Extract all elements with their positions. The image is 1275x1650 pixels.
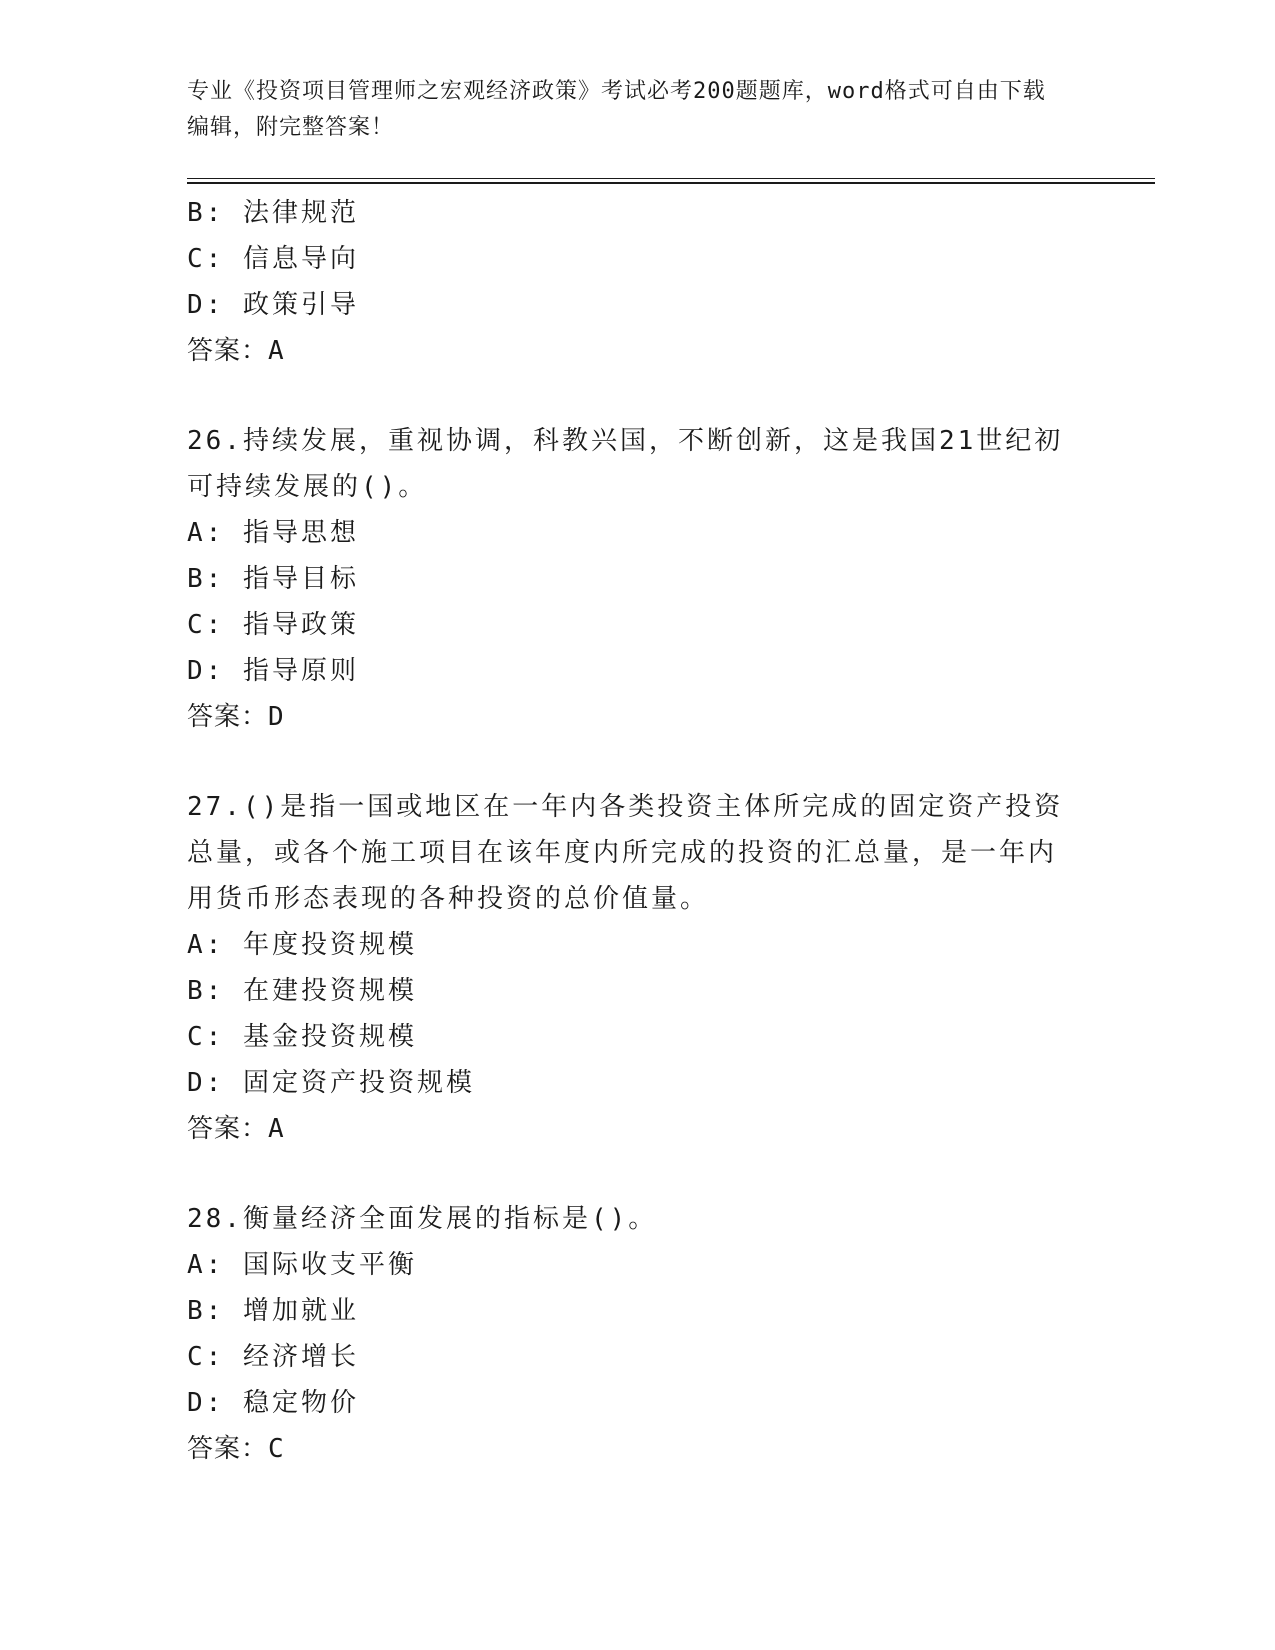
header-rule-thick: [187, 182, 1155, 184]
question-text: 衡量经济全面发展的指标是()。: [242, 1204, 658, 1234]
answer-line: [187, 328, 1087, 374]
option-b: [187, 968, 1087, 1014]
answer-value: A: [268, 1114, 285, 1144]
answer-label: 答案：: [187, 702, 269, 732]
answer-label: 答案：: [187, 1434, 269, 1464]
option-text: 信息导向: [242, 244, 359, 274]
answer-label: 答案：: [187, 1114, 269, 1144]
question-list: [187, 190, 1087, 1472]
answer-label: 答案：: [187, 336, 269, 366]
question-text: ()是指一国或地区在一年内各类投资主体所完成的固定资产投资总量，或各个施工项目在该年度内所完成的投资的汇总量，是一年内用货币形态表现的各种投资的总价值量。: [187, 792, 1064, 914]
option-b: [187, 190, 1087, 236]
question-28: [187, 1196, 1087, 1472]
option-label: D:: [187, 1068, 225, 1098]
answer-line: [187, 1106, 1087, 1152]
option-text: 指导政策: [242, 610, 359, 640]
option-text: 指导思想: [242, 518, 359, 548]
option-b: [187, 1288, 1087, 1334]
question-number: 28.: [187, 1204, 243, 1234]
option-label: C:: [187, 244, 225, 274]
answer-value: A: [268, 336, 285, 366]
header-text: 专业《投资项目管理师之宏观经济政策》考试必考200题题库，word格式可自由下载编辑，附完整答案！: [187, 79, 1046, 140]
question-26: [187, 418, 1087, 740]
answer-value: D: [268, 702, 285, 732]
question-text: 持续发展，重视协调，科教兴国，不断创新，这是我国21世纪初可持续发展的()。: [187, 426, 1064, 502]
option-b: [187, 556, 1087, 602]
option-label: A:: [187, 1250, 225, 1280]
option-label: C:: [187, 610, 225, 640]
option-label: C:: [187, 1022, 225, 1052]
option-text: 指导原则: [242, 656, 359, 686]
question-27: [187, 784, 1087, 1152]
option-c: [187, 1334, 1087, 1380]
option-text: 国际收支平衡: [242, 1250, 417, 1280]
option-label: A:: [187, 930, 225, 960]
partial-question: [187, 190, 1087, 374]
option-text: 固定资产投资规模: [242, 1068, 475, 1098]
option-label: B:: [187, 1296, 225, 1326]
option-label: A:: [187, 518, 225, 548]
option-a: [187, 510, 1087, 556]
document-header: [187, 74, 1067, 146]
question-number: 26.: [187, 426, 243, 456]
option-c: [187, 602, 1087, 648]
option-d: [187, 1380, 1087, 1426]
option-text: 基金投资规模: [242, 1022, 417, 1052]
answer-value: C: [268, 1434, 285, 1464]
question-stem: [187, 1196, 1067, 1242]
option-d: [187, 282, 1087, 328]
answer-line: [187, 694, 1087, 740]
option-label: D:: [187, 290, 225, 320]
option-a: [187, 922, 1087, 968]
option-text: 经济增长: [242, 1342, 359, 1372]
option-label: D:: [187, 656, 225, 686]
option-label: C:: [187, 1342, 225, 1372]
option-text: 法律规范: [242, 198, 359, 228]
option-text: 指导目标: [242, 564, 359, 594]
option-c: [187, 236, 1087, 282]
option-d: [187, 1060, 1087, 1106]
option-label: D:: [187, 1388, 225, 1418]
option-text: 稳定物价: [242, 1388, 359, 1418]
option-text: 在建投资规模: [242, 976, 417, 1006]
option-text: 增加就业: [242, 1296, 359, 1326]
question-stem: [187, 784, 1067, 922]
option-label: B:: [187, 976, 225, 1006]
question-number: 27.: [187, 792, 243, 822]
option-label: B:: [187, 564, 225, 594]
header-rule-thin: [187, 178, 1155, 179]
option-label: B:: [187, 198, 225, 228]
answer-line: [187, 1426, 1087, 1472]
option-c: [187, 1014, 1087, 1060]
option-text: 年度投资规模: [242, 930, 417, 960]
option-d: [187, 648, 1087, 694]
option-text: 政策引导: [242, 290, 359, 320]
option-a: [187, 1242, 1087, 1288]
question-stem: [187, 418, 1067, 510]
